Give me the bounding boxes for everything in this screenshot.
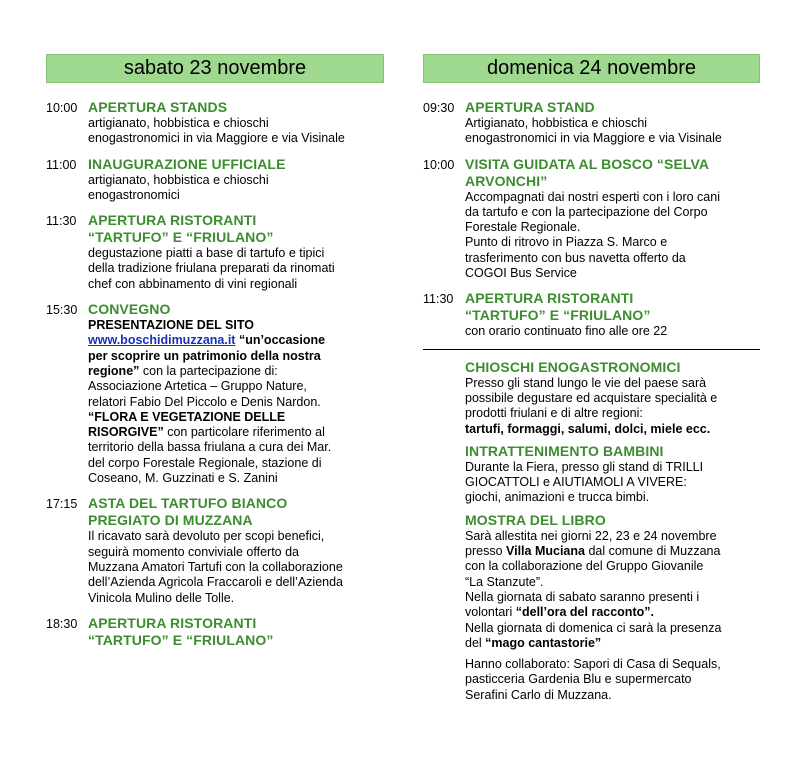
event-body [88, 301, 384, 486]
event-body [465, 156, 760, 282]
bambini-section [465, 443, 760, 506]
event-time: 18:30 [46, 616, 78, 631]
chioschi-section [465, 359, 760, 437]
event-body [88, 212, 384, 292]
section-title: CHIOSCHI ENOGASTRONOMICI [465, 358, 681, 375]
section-divider [423, 349, 760, 350]
saturday-events [46, 83, 384, 649]
event-time: 11:30 [46, 214, 77, 229]
section-title: MOSTRA DEL LIBRO [465, 511, 606, 528]
event-description: PRESENTAZIONE DEL SITO www.boschidimuzzana.it “un’occasione per scoprire un patrimonio della nostra regione” con la partecipazione di: Associazione Artetica – Gruppo Nature, relatori Fabio Del Piccolo e Denis Nardon. “FLORA E VEGETAZIONE DELLE RISORGIVE” con particolare riferimento al territorio della bassa friulana a cura dei Mar. del corpo Forestale Regionale, stazione di Coseano, M. Guzzinati e S. Zanini [88, 318, 384, 486]
event-time: 10:00 [423, 157, 455, 172]
event-body [465, 99, 760, 147]
event-time: 11:00 [46, 157, 77, 172]
event-row [46, 301, 384, 486]
sunday-events [423, 83, 760, 703]
event-description: Il ricavato sarà devoluto per scopi benefici, seguirà momento conviviale offerto da Muzzana Amatori Tartufi con la collaborazione dell’Azienda Agricola Fraccaroli e dell’Azienda Vinicola Mulino delle Tolle. [88, 529, 343, 605]
event-title: APERTURA STAND [465, 99, 595, 115]
event-time: 17:15 [46, 497, 78, 512]
event-description: Artigianato, hobbistica e chioschi enogastronomici in via Maggiore e via Visinale [465, 116, 722, 146]
event-title: APERTURA RISTORANTI “TARTUFO” E “FRIULANO” [465, 290, 651, 324]
event-description: degustazione piatti a base di tartufo e tipici della tradizione friulana preparati da rinomati chef con abbinamento di vini regionali [88, 246, 335, 291]
event-row [46, 615, 384, 649]
event-time: 09:30 [423, 101, 455, 115]
event-title: APERTURA RISTORANTI “TARTUFO” E “FRIULANO” [88, 614, 274, 648]
event-title: ASTA DEL TARTUFO BIANCO PREGIATO DI MUZZANA [88, 495, 288, 529]
libro-section [465, 512, 760, 703]
event-title: APERTURA RISTORANTI “TARTUFO” E “FRIULANO” [88, 212, 274, 246]
event-body [465, 290, 760, 339]
event-description: Accompagnati dai nostri esperti con i loro cani da tartufo e con la partecipazione del Corpo Forestale Regionale. Punto di ritrovo in Piazza S. Marco e trasferimento con bus navetta offerto da COGOI Bus Service [465, 189, 720, 281]
event-body [88, 615, 384, 649]
event-row [46, 99, 384, 147]
event-body [88, 156, 384, 204]
event-title: INAUGURAZIONE UFFICIALE [88, 155, 286, 172]
section-description: Durante la Fiera, presso gli stand di TRILLI GIOCATTOLI e AIUTIAMOLI A VIVERE: giochi, animazioni e trucca bimbi. [465, 459, 704, 505]
event-row [423, 156, 760, 282]
event-row [423, 290, 760, 339]
event-row [46, 156, 384, 204]
event-description: artigianato, hobbistica e chioschi enogastronomici in via Maggiore e via Visinale [88, 116, 345, 146]
sunday-column [423, 54, 760, 709]
section-description: Sarà allestita nei giorni 22, 23 e 24 novembre presso Villa Muciana dal comune di Muzzana con la collaborazione del Gruppo Giovanile “La Stanzute”. Nella giornata di sabato saranno presenti i volontari “dell’ora del racconto”. Nella giornata di domenica ci sarà la presenza del “mago cantastorie” [465, 528, 722, 650]
event-row [46, 212, 384, 292]
event-title: CONVEGNO [88, 301, 171, 318]
sunday-header: domenica 24 novembre [423, 54, 760, 83]
event-title: VISITA GUIDATA AL BOSCO “SELVA ARVONCHI” [465, 155, 710, 189]
event-row [46, 495, 384, 605]
event-time: 10:00 [46, 101, 78, 115]
saturday-column [46, 54, 384, 658]
event-time: 11:30 [423, 292, 454, 307]
section-description: Presso gli stand lungo le vie del paese sarà possibile degustare ed acquistare specialità e prodotti friulani e di altre regioni: tartufi, formaggi, salumi, dolci, miele ecc. [465, 375, 718, 436]
saturday-header: sabato 23 novembre [46, 54, 384, 83]
event-body [88, 99, 384, 147]
event-description: con orario continuato fino alle ore 22 [465, 324, 668, 339]
presentation-label: PRESENTAZIONE DEL SITO [88, 318, 254, 333]
website-link[interactable]: www.boschidimuzzana.it [88, 333, 236, 348]
event-body [88, 495, 384, 605]
event-title: APERTURA STANDS [88, 99, 228, 115]
section-title: INTRATTENIMENTO BAMBINI [465, 442, 664, 459]
event-time: 15:30 [46, 303, 78, 318]
event-row [423, 99, 760, 147]
event-description: artigianato, hobbistica e chioschi enogastronomici [88, 172, 269, 202]
credits: Hanno collaborato: Sapori di Casa di Sequals, pasticceria Gardenia Blu e supermercato Serafini Carlo di Muzzana. [465, 657, 721, 702]
